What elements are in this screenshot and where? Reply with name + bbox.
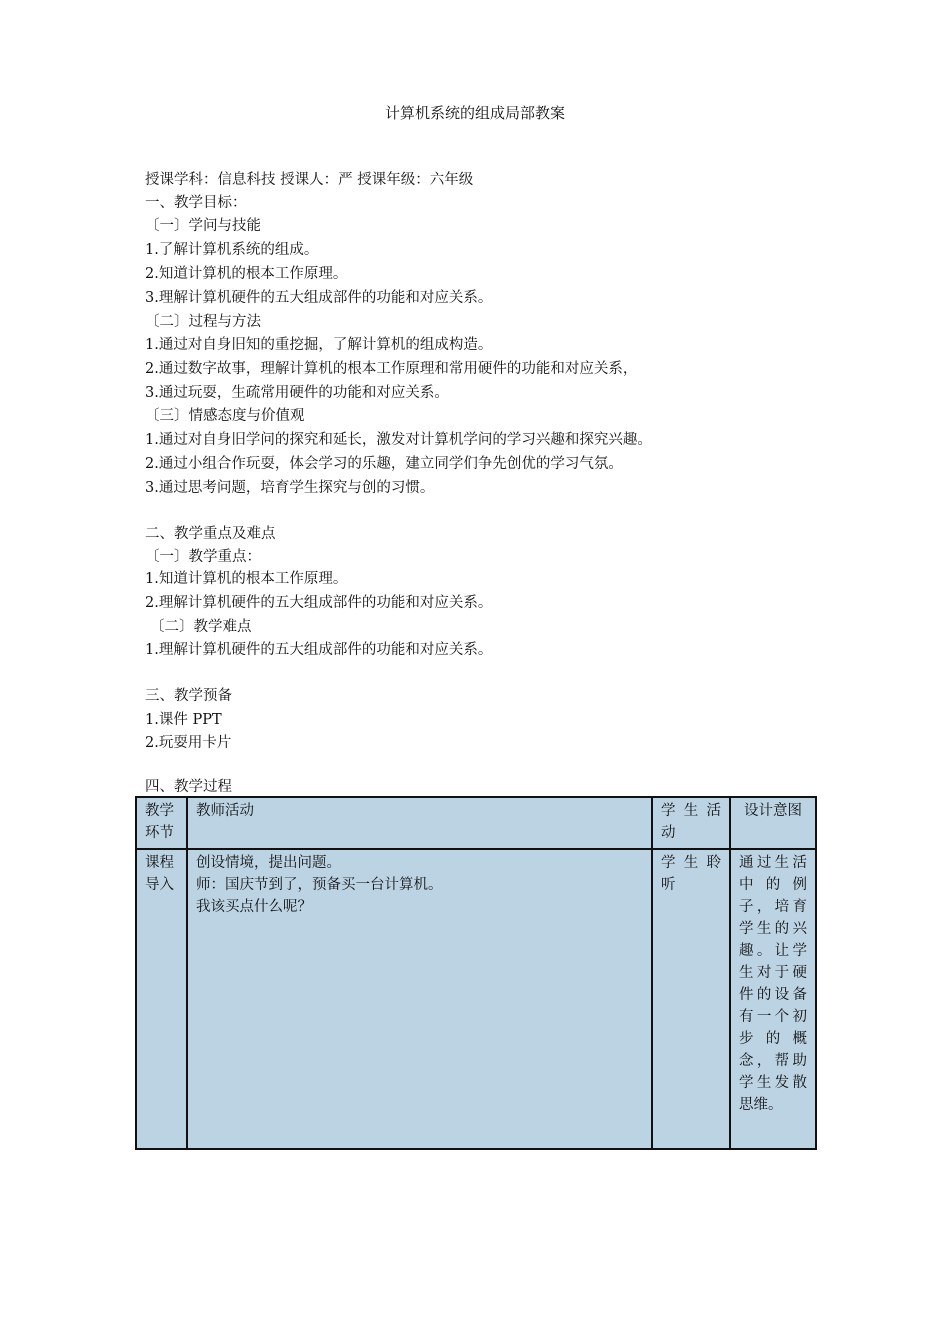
subsection-process: 〔二〕过程与方法 bbox=[145, 314, 261, 330]
section-2-heading: 二、教学重点及难点 bbox=[145, 526, 276, 542]
teacher-line: 我该买点什么呢？ bbox=[196, 899, 312, 915]
header-design-intent: 设计意图 bbox=[730, 797, 816, 849]
document-title: 计算机系统的组成局部教案 bbox=[384, 104, 565, 122]
list-item: 1.通过对自身旧学问的探究和延长，激发对计算机学问的学习兴趣和探究兴趣。 bbox=[145, 432, 652, 448]
list-item: 2.通过小组合作玩耍，体会学习的乐趣，建立同学们争先创优的学习气氛。 bbox=[145, 456, 623, 472]
list-item: 2.玩耍用卡片 bbox=[145, 735, 232, 751]
section-3-heading: 三、教学预备 bbox=[145, 688, 232, 704]
list-item: 1.了解计算机系统的组成。 bbox=[145, 242, 319, 258]
list-item: 3.理解计算机硬件的五大组成部件的功能和对应关系。 bbox=[145, 290, 493, 306]
section-4-heading: 四、教学过程 bbox=[145, 779, 232, 795]
list-item: 2.理解计算机硬件的五大组成部件的功能和对应关系。 bbox=[145, 595, 493, 611]
subsection-attitude: 〔三〕情感态度与价值观 bbox=[145, 408, 305, 424]
header-student-activity: 学 生 活 动 bbox=[652, 797, 730, 849]
table-row bbox=[136, 849, 816, 1149]
list-item: 3.通过思考问题，培育学生探究与创的习惯。 bbox=[145, 480, 435, 496]
list-item: 1.课件 PPT bbox=[145, 712, 222, 728]
teaching-process-table bbox=[135, 796, 817, 1150]
section-1-heading: 一、教学目标： bbox=[145, 195, 247, 211]
course-info: 授课学科：信息科技 授课人：严 授课年级：六年级 bbox=[145, 172, 474, 188]
cell-stage: 课程导入 bbox=[136, 849, 187, 1149]
subsection-knowledge: 〔一〕学问与技能 bbox=[145, 218, 261, 234]
header-stage: 教学环节 bbox=[136, 797, 187, 849]
teacher-line: 创设情境，提出问题。 bbox=[196, 855, 341, 871]
list-item: 1.通过对自身旧知的重挖掘，了解计算机的组成构造。 bbox=[145, 337, 493, 353]
subsection-difficulties: 〔二〕教学难点 bbox=[150, 619, 252, 635]
cell-teacher-activity bbox=[187, 849, 652, 1149]
cell-student-activity: 学 生 聆 听 bbox=[652, 849, 730, 1149]
table-header-row bbox=[136, 797, 816, 849]
list-item: 2.通过数字故事，理解计算机的根本工作原理和常用硬件的功能和对应关系， bbox=[145, 361, 638, 377]
list-item: 1.理解计算机硬件的五大组成部件的功能和对应关系。 bbox=[145, 642, 493, 658]
list-item: 3.通过玩耍，生疏常用硬件的功能和对应关系。 bbox=[145, 385, 449, 401]
teacher-line: 师：国庆节到了，预备买一台计算机。 bbox=[196, 877, 443, 893]
list-item: 2.知道计算机的根本工作原理。 bbox=[145, 266, 348, 282]
cell-design-intent: 通过生活中的例子，培育学生的兴趣。让学生对于硬件的设备有一个初步的概念，帮助学生发散思维。 bbox=[730, 849, 816, 1149]
header-teacher-activity: 教师活动 bbox=[187, 797, 652, 849]
subsection-key-points: 〔一〕教学重点： bbox=[145, 549, 261, 565]
list-item: 1.知道计算机的根本工作原理。 bbox=[145, 571, 348, 587]
